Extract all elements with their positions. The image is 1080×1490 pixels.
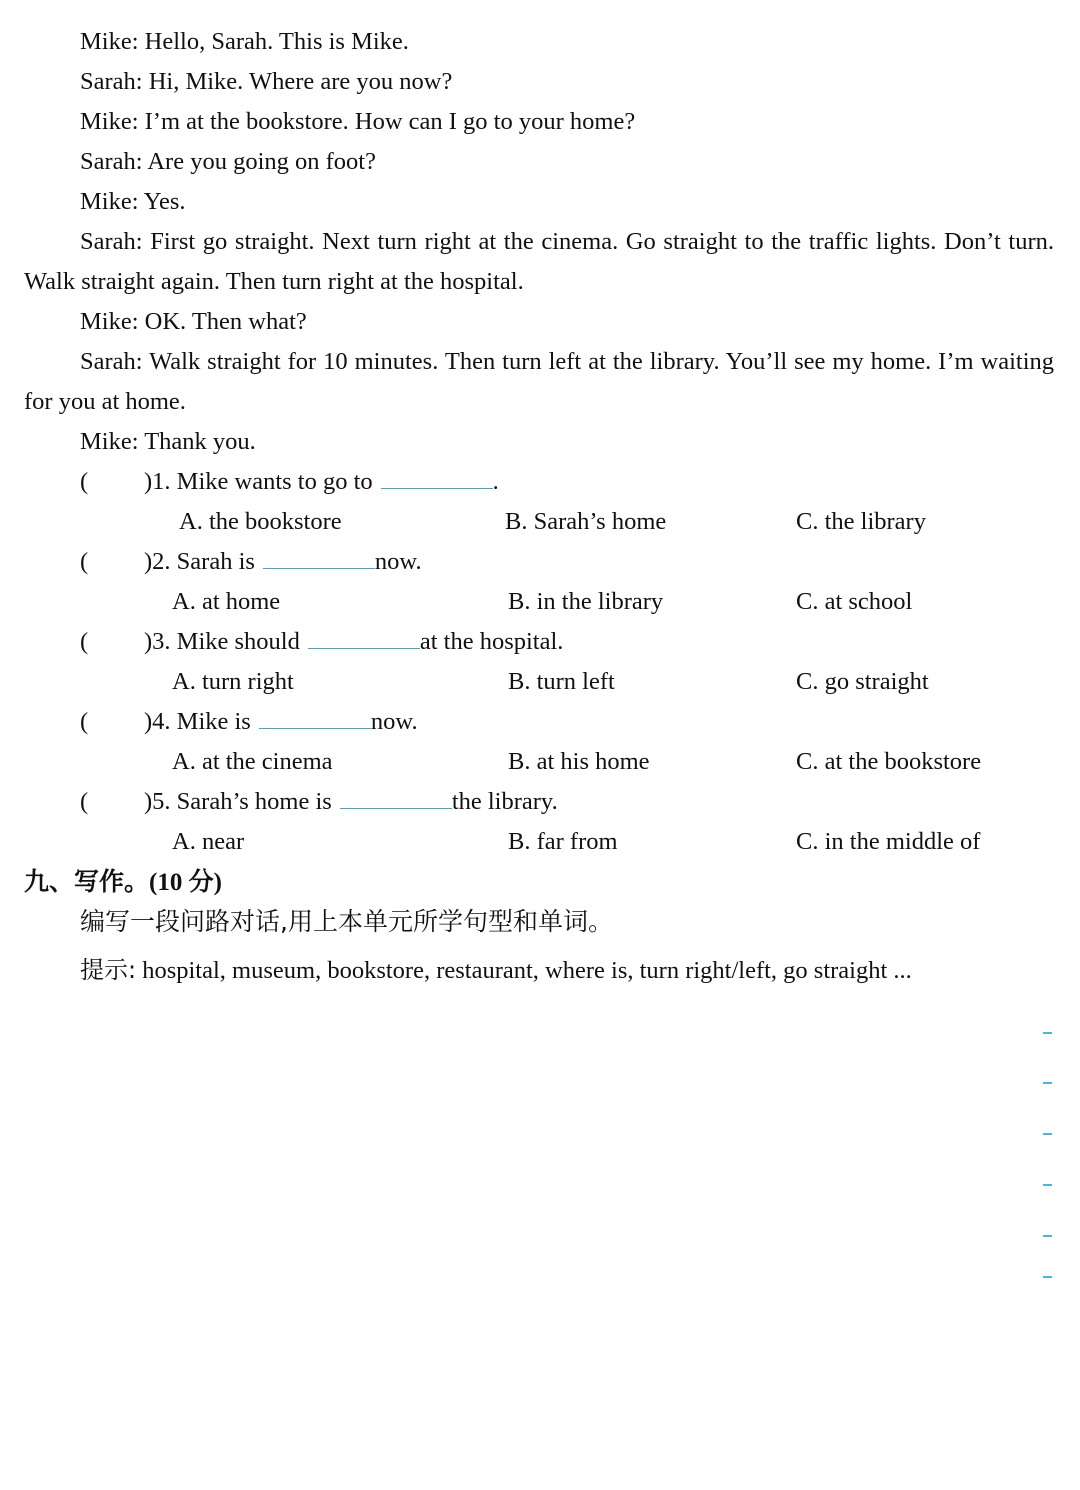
dialogue-paragraph: Sarah: Walk straight for 10 minutes. Then turn left at the library. You’ll see my home. I’m waiting for you at home. bbox=[24, 348, 1054, 415]
dialogue-paragraph: Sarah: First go straight. Next turn right at the cinema. Go straight to the traffic lights. Don’t turn. Walk straight again. Then turn right at the hospital. bbox=[24, 228, 1054, 295]
option-b: B. in the library bbox=[508, 588, 664, 615]
option-c: C. at school bbox=[796, 588, 913, 615]
option-c: C. at the bookstore bbox=[796, 748, 982, 775]
answer-blank[interactable] bbox=[308, 624, 420, 649]
question-4-options bbox=[0, 742, 1080, 782]
section-title: 九、写作。 bbox=[24, 867, 150, 896]
option-b: B. Sarah’s home bbox=[505, 508, 667, 535]
margin-tick bbox=[1043, 1133, 1052, 1135]
dialogue-line: Mike: I’m at the bookstore. How can I go to your home? bbox=[80, 108, 636, 135]
section-heading bbox=[24, 862, 222, 903]
question-tail: at the hospital. bbox=[419, 628, 564, 655]
question-stem: )5. Sarah’s home is bbox=[144, 788, 332, 815]
option-b: B. turn left bbox=[508, 668, 615, 695]
answer-paren[interactable]: ( bbox=[80, 548, 89, 575]
question-tail: now. bbox=[374, 548, 422, 575]
answer-paren[interactable]: ( bbox=[80, 628, 89, 655]
dialogue-line: Sarah: Are you going on foot? bbox=[80, 148, 376, 175]
question-5 bbox=[80, 782, 558, 822]
margin-tick bbox=[1043, 1276, 1052, 1278]
answer-paren[interactable]: ( bbox=[80, 468, 89, 495]
answer-blank[interactable] bbox=[381, 464, 493, 489]
option-c: C. go straight bbox=[796, 668, 929, 695]
answer-blank[interactable] bbox=[259, 704, 371, 729]
question-tail: now. bbox=[370, 708, 418, 735]
option-c: C. in the middle of bbox=[796, 828, 981, 855]
answer-paren[interactable]: ( bbox=[80, 788, 89, 815]
option-b: B. far from bbox=[508, 828, 618, 855]
question-stem: )4. Mike is bbox=[144, 708, 251, 735]
option-a: A. at the cinema bbox=[172, 748, 333, 775]
dialogue-line: Mike: Hello, Sarah. This is Mike. bbox=[80, 28, 409, 55]
dialogue-line: Sarah: Hi, Mike. Where are you now? bbox=[80, 68, 453, 95]
answer-blank[interactable] bbox=[340, 784, 452, 809]
answer-paren[interactable]: ( bbox=[80, 708, 89, 735]
dialogue-line: Mike: Thank you. bbox=[80, 428, 256, 455]
option-a: A. the bookstore bbox=[179, 508, 342, 535]
answer-blank[interactable] bbox=[263, 544, 375, 569]
margin-tick bbox=[1043, 1184, 1052, 1186]
margin-tick bbox=[1043, 1235, 1052, 1237]
question-4 bbox=[80, 702, 418, 742]
option-a: A. turn right bbox=[172, 668, 294, 695]
question-3-options bbox=[0, 662, 1080, 702]
option-a: A. near bbox=[172, 828, 245, 855]
question-2-options bbox=[0, 582, 1080, 622]
dialogue-line: Mike: Yes. bbox=[80, 188, 186, 215]
question-3 bbox=[80, 622, 563, 662]
margin-tick bbox=[1043, 1032, 1052, 1034]
hint-text: hospital, museum, bookstore, restaurant, where is, turn right/left, go straight ... bbox=[136, 957, 912, 984]
question-stem: )1. Mike wants to go to bbox=[144, 468, 373, 495]
question-1 bbox=[80, 462, 499, 502]
section-points: (10 分) bbox=[149, 869, 222, 896]
option-c: C. the library bbox=[796, 508, 926, 535]
question-stem: )3. Mike should bbox=[144, 628, 300, 655]
writing-hint bbox=[80, 950, 912, 991]
question-tail: the library. bbox=[451, 788, 558, 815]
question-stem: )2. Sarah is bbox=[144, 548, 255, 575]
question-1-options bbox=[0, 502, 1080, 542]
option-a: A. at home bbox=[172, 588, 281, 615]
option-b: B. at his home bbox=[508, 748, 650, 775]
hint-label: 提示: bbox=[80, 956, 137, 984]
question-5-options bbox=[0, 822, 1080, 862]
question-tail: . bbox=[492, 468, 499, 495]
dialogue-line: Mike: OK. Then what? bbox=[80, 308, 307, 335]
margin-tick bbox=[1043, 1082, 1052, 1084]
writing-instruction: 编写一段问路对话,用上本单元所学句型和单词。 bbox=[80, 907, 613, 936]
question-2 bbox=[80, 542, 422, 582]
